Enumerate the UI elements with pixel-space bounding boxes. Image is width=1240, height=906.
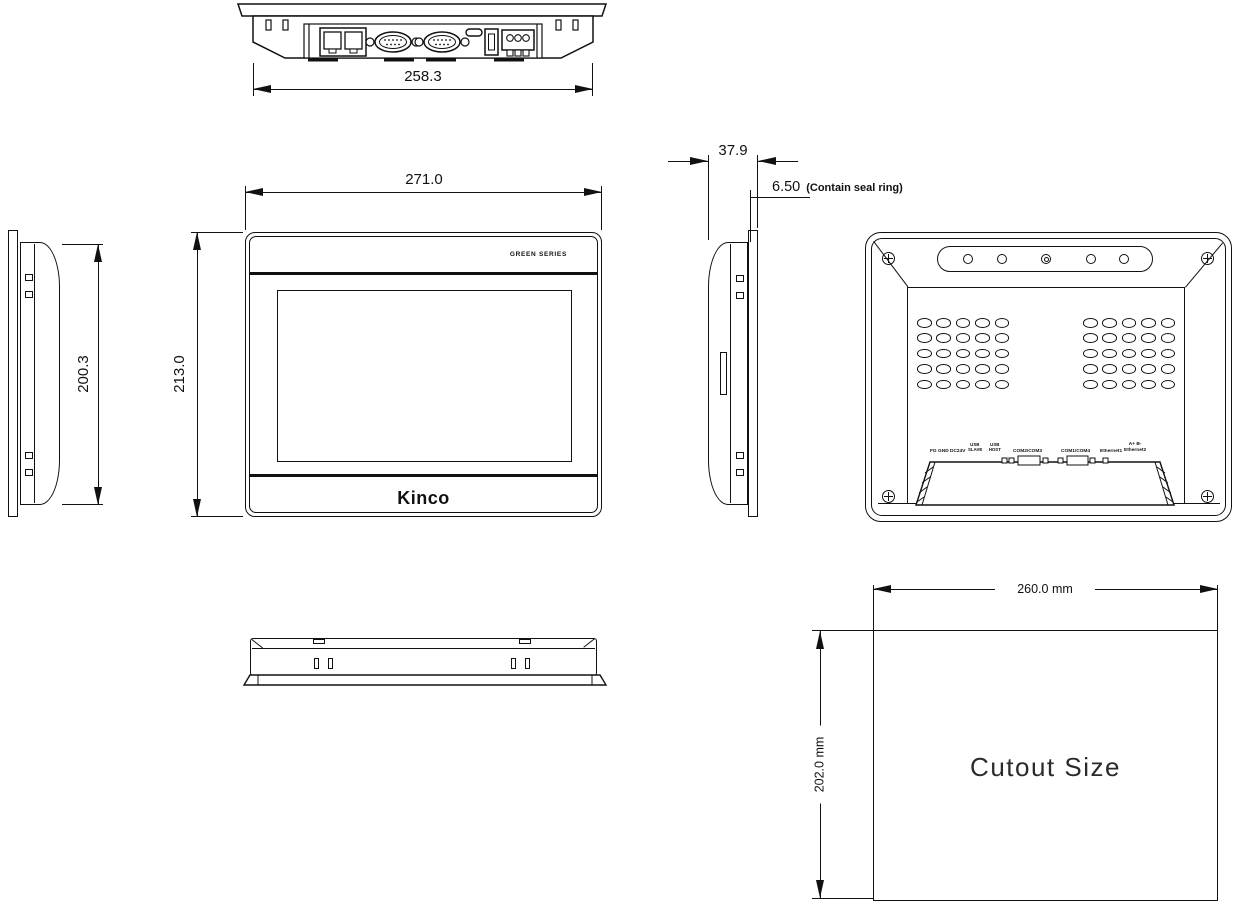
dim-arrow [816, 880, 824, 898]
port-label-power: FG GND DC24V [930, 449, 966, 454]
port-label-usb-slave: USB SLAVE [968, 443, 983, 453]
port-label-com23: COM2/COM3 [1013, 449, 1043, 454]
dim-arrow [816, 631, 824, 649]
port-label-com14: COM1/COM4 [1061, 449, 1091, 454]
brand-logo: Kinco [397, 488, 450, 508]
dim-label: 213.0 [171, 355, 188, 393]
port-label-ethernet1: Ethernet1 [1100, 449, 1123, 454]
dim-arrow [1200, 585, 1218, 593]
dim-label: 260.0 mm [995, 582, 1095, 597]
port-label-ab: A+ B- [1128, 442, 1142, 447]
seal-ring-note: (Contain seal ring) [806, 182, 903, 194]
dim-label: 200.3 [75, 355, 92, 393]
dim-label: 271.0 [405, 171, 443, 188]
port-label-ethernet2: Ethernet2 [1124, 447, 1147, 453]
series-label: GREEN SERIES [509, 251, 567, 258]
dim-label: 37.9 [718, 142, 748, 159]
cutout-label: Cutout Size [970, 752, 1121, 782]
port-label-usb-host: USB HOST [988, 443, 1001, 453]
dim-label: 202.0 mm [813, 726, 828, 804]
dim-label: 6.50 [772, 179, 801, 195]
dim-arrow [873, 585, 891, 593]
dim-label: 258.3 [404, 68, 442, 85]
